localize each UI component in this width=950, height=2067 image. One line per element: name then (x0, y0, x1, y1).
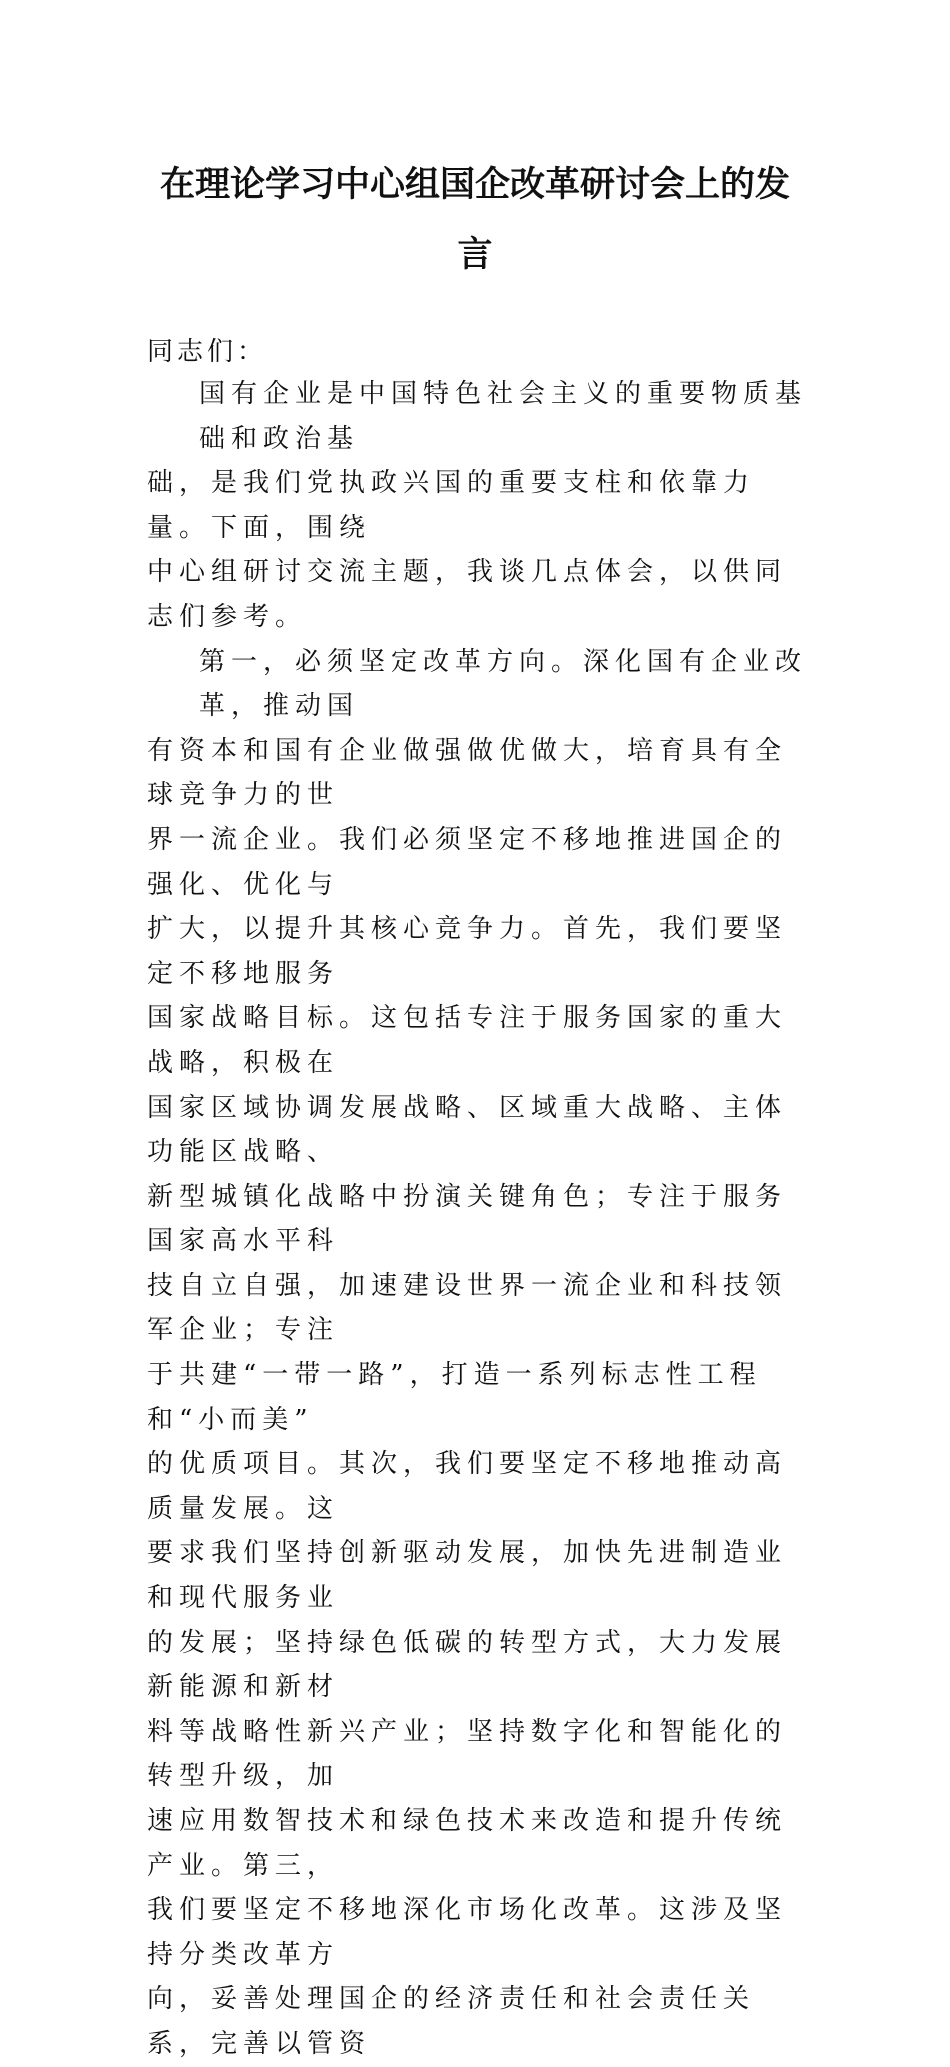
body-line: 的发展；坚持绿色低碳的转型方式，大力发展新能源和新材 (147, 1627, 788, 1703)
body-line: 国家战略目标。这包括专注于服务国家的重大战略，积极在 (147, 1003, 788, 1078)
body-line: 扩大，以提升其核心竞争力。首先，我们要坚定不移地服务 (147, 914, 788, 989)
body-line: 料等战略性新兴产业；坚持数字化和智能化的转型升级，加 (147, 1716, 788, 1792)
document-title-line-1: 在理论学习中心组国企改革研讨会上的发 (159, 164, 790, 205)
body-line: 的优质项目。其次，我们要坚定不移地推动高质量发展。这 (147, 1449, 788, 1524)
body-line: 国有企业是中国特色社会主义的重要物质基础和政治基 (199, 379, 808, 454)
body-line: 要求我们坚持创新驱动发展，加快先进制造业和现代服务业 (147, 1538, 788, 1614)
body-line: 界一流企业。我们必须坚定不移地推进国企的强化、优化与 (147, 824, 788, 900)
body-line: 国家区域协调发展战略、区域重大战略、主体功能区战略、 (147, 1092, 788, 1168)
body-line: 中心组研讨交流主题，我谈几点体会，以供同志们参考。 (147, 557, 788, 632)
document-title-line-2: 言 (457, 234, 493, 275)
body-line: 有资本和国有企业做强做优做大，培育具有全球竞争力的世 (147, 735, 788, 811)
body-line: 我们要坚定不移地深化市场化改革。这涉及坚持分类改革方 (147, 1895, 788, 1970)
document-body (147, 372, 807, 2067)
body-line: 技自立自强，加速建设世界一流企业和科技领军企业；专注 (147, 1270, 788, 1346)
body-line: 速应用数智技术和绿色技术来改造和提升传统产业。第三， (147, 1806, 788, 1881)
body-line: 第一，必须坚定改革方向。深化国有企业改革，推动国 (199, 646, 808, 722)
greeting: 同志们： (147, 337, 268, 367)
body-line: 新型城镇化战略中扮演关键角色；专注于服务国家高水平科 (147, 1181, 788, 1257)
body-line: 于共建“一带一路”，打造一系列标志性工程和“小而美” (147, 1360, 762, 1435)
body-line: 向，妥善处理国企的经济责任和社会责任关系，完善以管资 (147, 1984, 756, 2059)
body-line: 础，是我们党执政兴国的重要支柱和依靠力量。下面，围绕 (147, 468, 756, 543)
